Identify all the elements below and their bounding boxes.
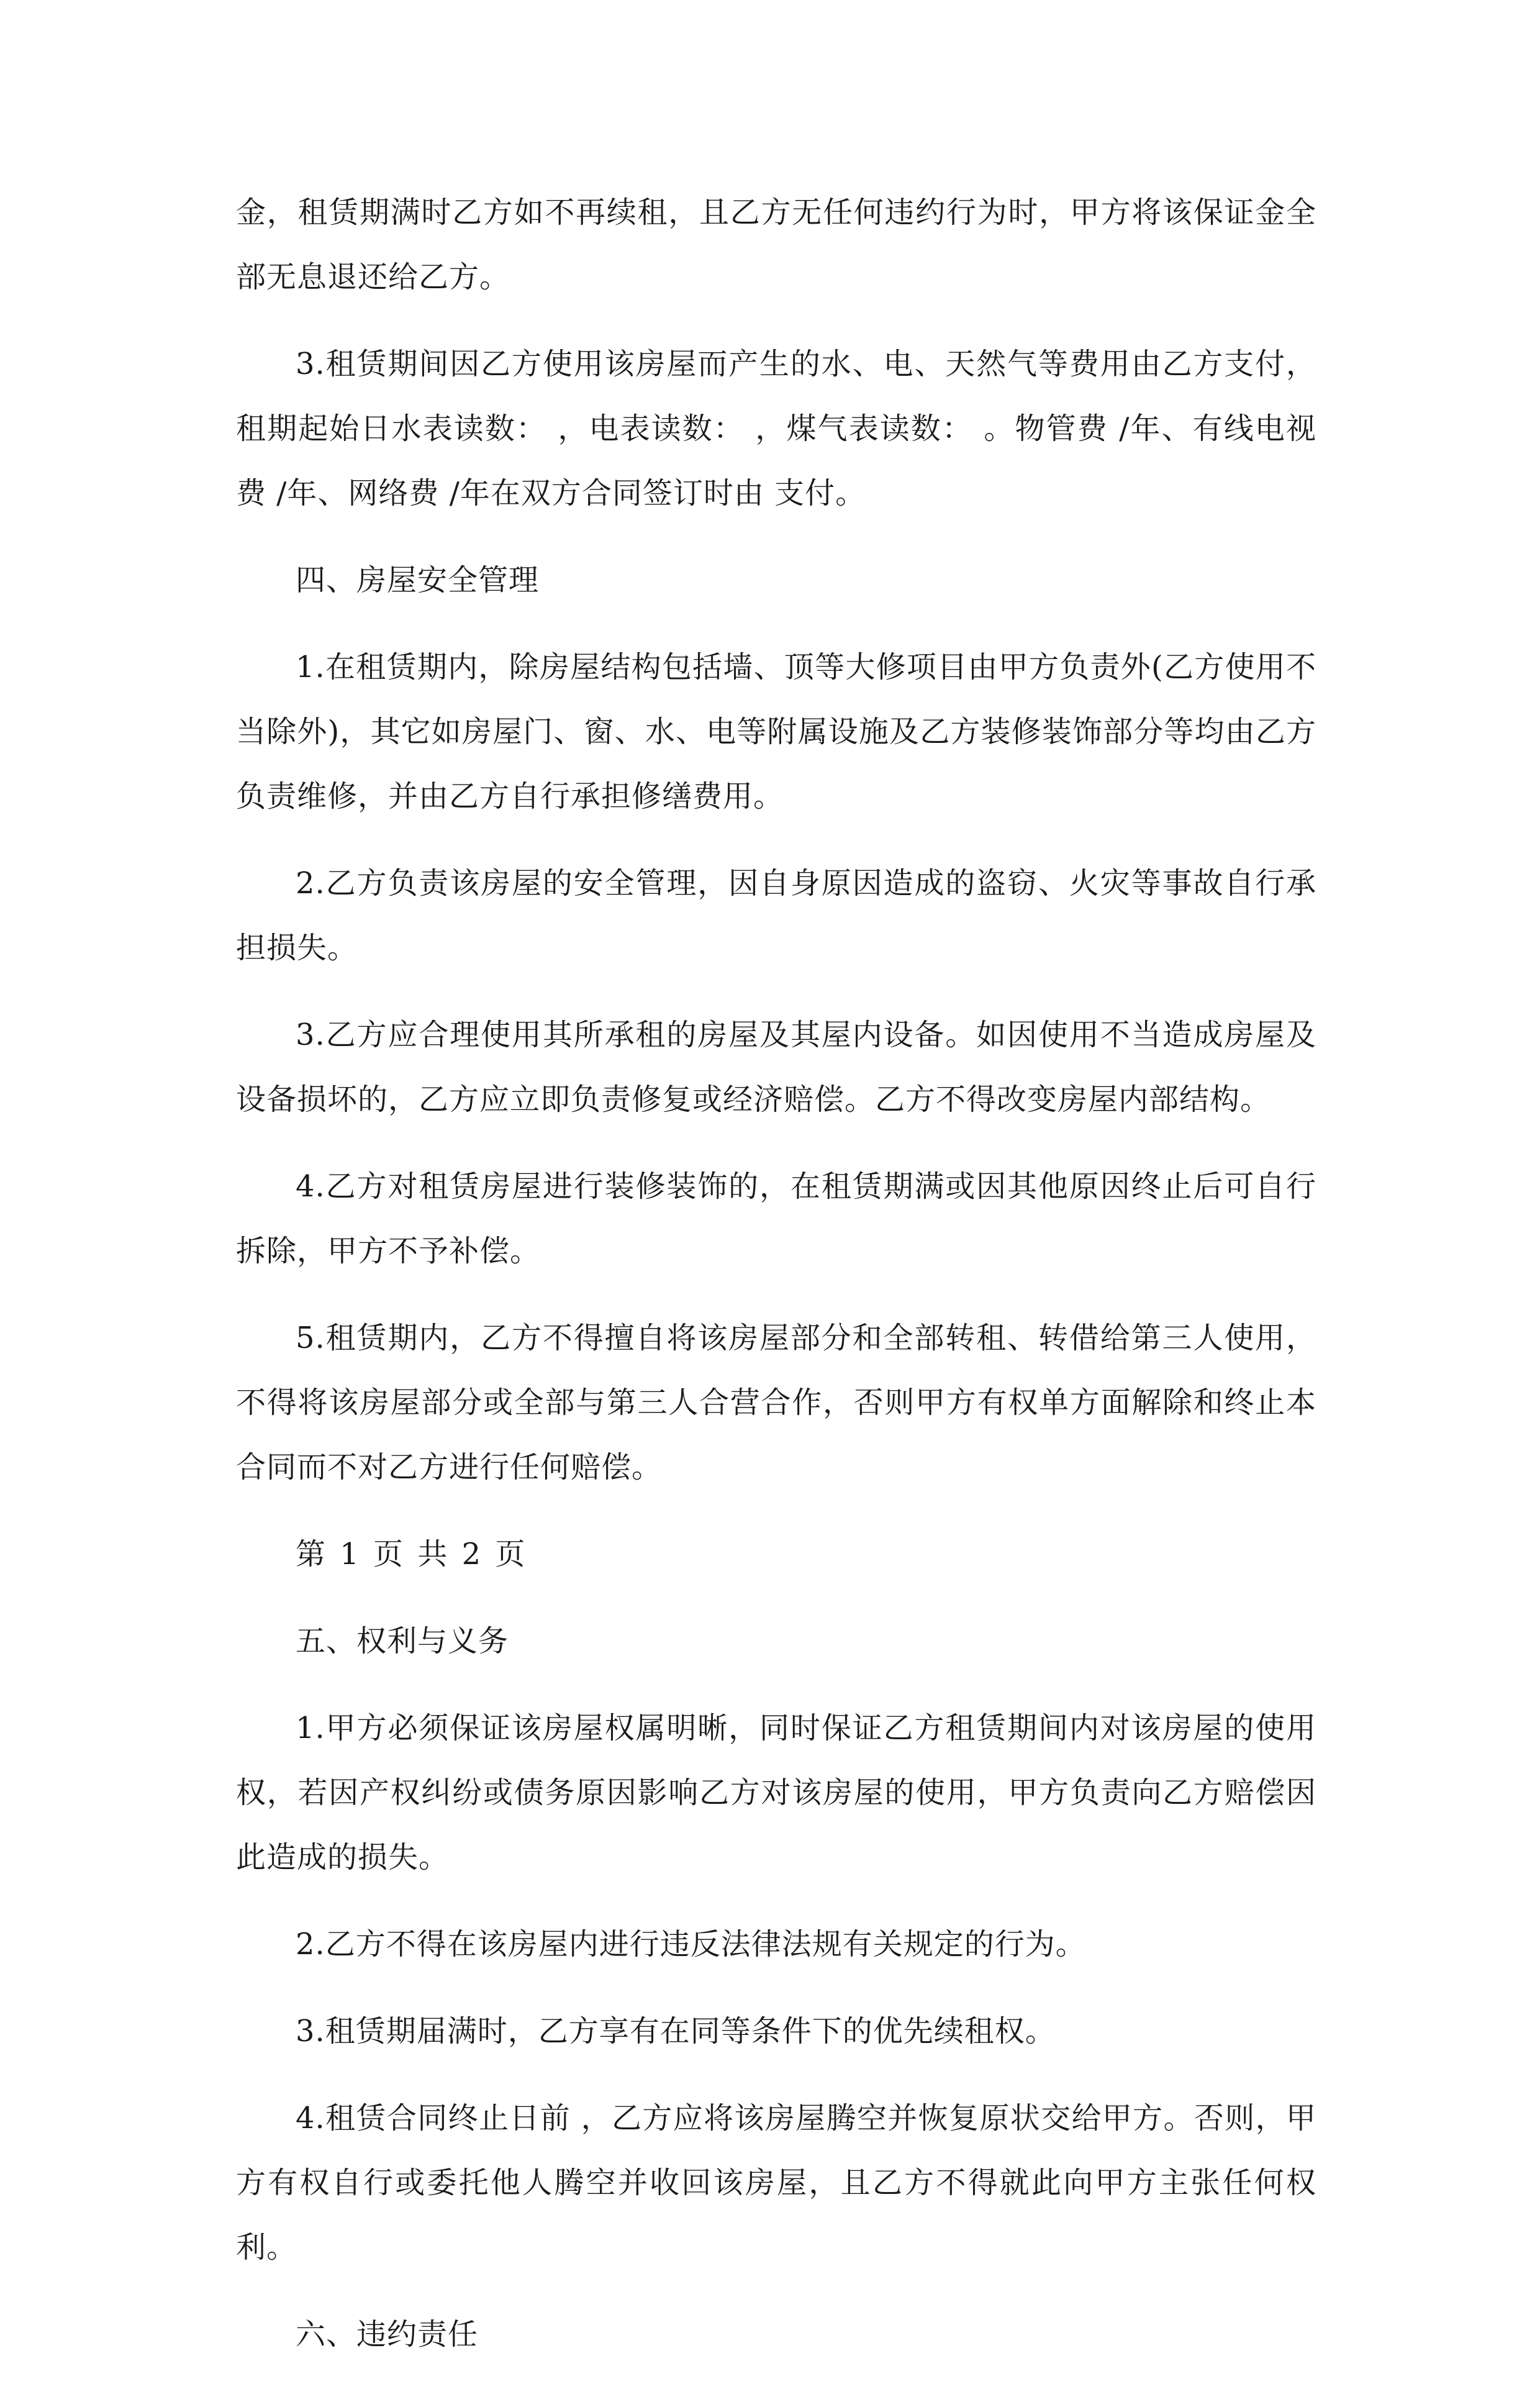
section-heading-breach-liability: 六、违约责任 [296,2317,479,2352]
paragraph-decoration: 4.乙方对租赁房屋进行装修装饰的，在租赁期满或因其他原因终止后可自行拆除，甲方不予补偿。 [236,1169,1316,1268]
section-heading-rights-obligations: 五、权利与义务 [296,1624,509,1659]
paragraph-lawful-use: 2.乙方不得在该房屋内进行违反法律法规有关规定的行为。 [296,1927,1086,1962]
page-number-marker: 第 1 页 共 2 页 [296,1537,528,1572]
paragraph-deposit-refund: 金，租赁期满时乙方如不再续租，且乙方无任何违约行为时，甲方将该保证金全部无息退还给乙方。 [236,195,1316,294]
paragraph-vacate-premises: 4.租赁合同终止日前 ，乙方应将该房屋腾空并恢复原状交给甲方。否则，甲方有权自行或委托他人腾空并收回该房屋，且乙方不得就此向甲方主张任何权利。 [236,2101,1316,2265]
paragraph-utility-fees: 3.租赁期间因乙方使用该房屋而产生的水、电、天然气等费用由乙方支付，租期起始日水表读数： ，电表读数： ，煤气表读数： 。物管费 /年、有线电视费 /年、网络费 /年在双方合同签订时由 支付。 [236,347,1316,511]
paragraph-sublease: 5.租赁期内，乙方不得擅自将该房屋部分和全部转租、转借给第三人使用，不得将该房屋部分或全部与第三人合营合作，否则甲方有权单方面解除和终止本合同而不对乙方进行任何赔偿。 [236,1321,1316,1485]
paragraph-ownership-guarantee: 1.甲方必须保证该房屋权属明晰，同时保证乙方租赁期间内对该房屋的使用权，若因产权纠纷或债务原因影响乙方对该房屋的使用，甲方负责向乙方赔偿因此造成的损失。 [236,1711,1316,1875]
document-body [236,180,1316,2389]
paragraph-proper-use: 3.乙方应合理使用其所承租的房屋及其屋内设备。如因使用不当造成房屋及设备损坏的，乙方应立即负责修复或经济赔偿。乙方不得改变房屋内部结构。 [236,1017,1316,1117]
paragraph-repair-responsibility: 1.在租赁期内，除房屋结构包括墙、顶等大修项目由甲方负责外(乙方使用不当除外)，其它如房屋门、窗、水、电等附属设施及乙方装修装饰部分等均由乙方负责维修，并由乙方自行承担修缮费用。 [236,650,1316,814]
section-heading-safety-management: 四、房屋安全管理 [296,563,540,598]
paragraph-renewal-priority: 3.租赁期届满时，乙方享有在同等条件下的优先续租权。 [296,2014,1056,2049]
paragraph-security-management: 2.乙方负责该房屋的安全管理，因自身原因造成的盗窃、火灾等事故自行承担损失。 [236,866,1316,965]
